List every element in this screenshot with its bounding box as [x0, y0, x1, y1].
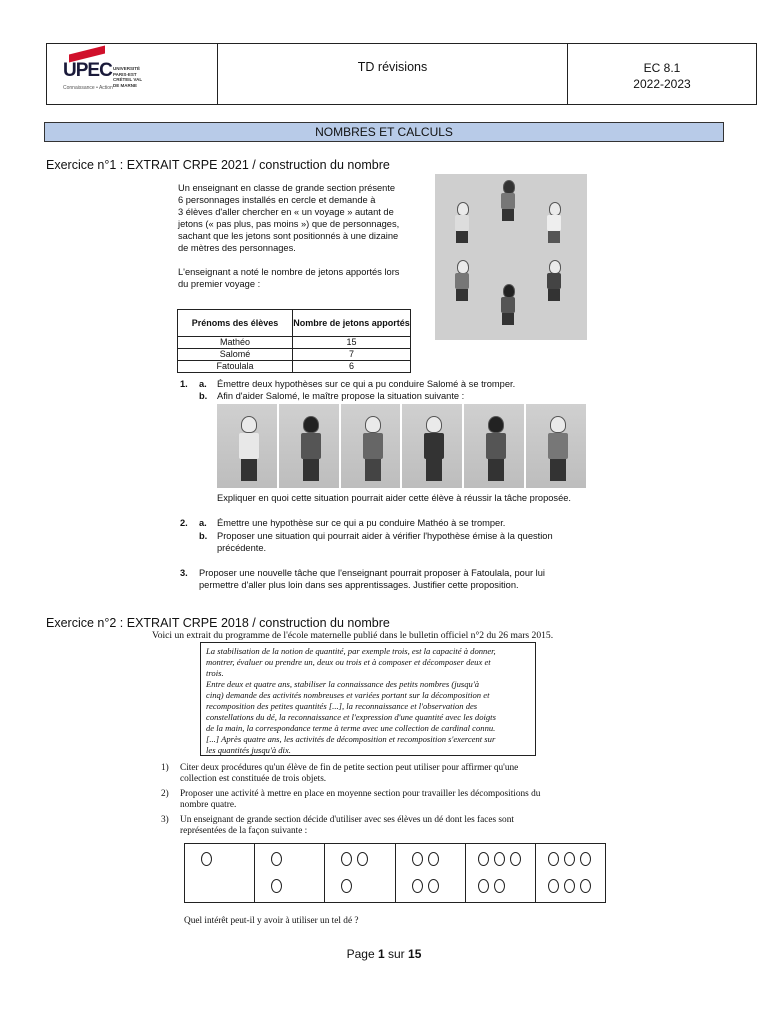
table-header: Nombre de jetons apportés: [293, 310, 411, 337]
text-line: du premier voyage :: [178, 279, 261, 289]
dice-faces-table: [184, 843, 606, 903]
question-text: précédente.: [217, 543, 267, 553]
figure-photo: [402, 404, 464, 488]
text-line: sachant que les jetons sont positionnés à une dizaine: [178, 231, 399, 241]
dot-icon: [341, 852, 352, 866]
question-text: Un enseignant de grande section décide d'utiliser avec ses élèves un dé dont les faces sont: [180, 815, 514, 825]
figure-photo: [526, 404, 586, 488]
quote-line: constellations du dé, la reconnaissance et l'expression d'une quantité avec les doigts: [206, 712, 496, 722]
question-number: 1.: [180, 379, 188, 389]
table-row: [178, 349, 411, 361]
dot-icon: [412, 879, 423, 893]
die-face-4: [396, 844, 466, 902]
table-header: Prénoms des élèves: [178, 310, 293, 337]
figure-photo: [279, 404, 341, 488]
logo-text: UPEC: [63, 60, 112, 81]
question-text: Émettre une hypothèse sur ce qui a pu conduire Mathéo à se tromper.: [217, 518, 506, 528]
table-row: [178, 361, 411, 373]
die-face-3: [325, 844, 395, 902]
quote-line: les quantités jusqu'à dix.: [206, 745, 291, 755]
question-text: Citer deux procédures qu'un élève de fin de petite section peut utiliser pour affirmer qu'une: [180, 763, 519, 773]
die-face-1: [185, 844, 255, 902]
quote-line: La stabilisation de la notion de quantité, par exemple trois, est la capacité à donner,: [206, 646, 496, 656]
logo-tagline: Connaissance • Action: [63, 85, 113, 91]
course-info: [568, 44, 756, 104]
logo-university-name: UNIVERSITÉ PARIS-EST CRÉTEIL VAL DE MARNE: [113, 66, 143, 88]
page-current: 1: [377, 947, 385, 961]
document-header: [46, 43, 757, 105]
final-question: Quel intérêt peut-il y avoir à utiliser un tel dé ?: [184, 916, 359, 926]
dot-icon: [428, 852, 439, 866]
quote-line: montrer, évaluer ou prendre un, deux ou trois et à composer et décomposer deux et: [206, 657, 491, 667]
page-total: 15: [408, 947, 422, 961]
question-number: 3.: [180, 568, 188, 578]
text-line: L'enseignant a noté le nombre de jetons apportés lors: [178, 267, 400, 277]
text-line: de mètres des personnages.: [178, 243, 296, 253]
footer-middle: sur: [384, 947, 409, 961]
question-label: a.: [199, 379, 207, 389]
table-header-row: [178, 310, 411, 337]
question-text: nombre quatre.: [180, 800, 237, 810]
dot-icon: [494, 852, 505, 866]
figure-photo: [217, 404, 279, 488]
question-number: 1): [161, 763, 169, 773]
exercise1-title: Exercice n°1 : EXTRAIT CRPE 2021 / construction du nombre: [46, 158, 390, 172]
question-text: Proposer une activité à mettre en place en moyenne section pour travailler les décompositions du: [180, 789, 541, 799]
question-text: Expliquer en quoi cette situation pourrait aider cette élève à réussir la tâche proposée.: [217, 493, 572, 503]
table-cell: Mathéo: [178, 337, 293, 349]
logo-cell: [47, 44, 218, 104]
quote-line: cinq) demande des activités nombreuses et variées portant sur la décomposition et: [206, 690, 490, 700]
text-line: jetons (« pas plus, pas moins ») que de personnages,: [178, 219, 400, 229]
dot-icon: [412, 852, 423, 866]
figure-photo: [464, 404, 526, 488]
table-cell: 15: [293, 337, 411, 349]
dot-icon: [271, 852, 282, 866]
document-title: TD révisions: [218, 44, 568, 104]
table-row: [178, 337, 411, 349]
page-footer: [0, 947, 768, 961]
question-text: collection est constituée de trois objets.: [180, 774, 327, 784]
question-text: Proposer une nouvelle tâche que l'enseignant pourrait proposer à Fatoulala, pour lui: [199, 568, 545, 578]
dot-icon: [510, 852, 521, 866]
question-number: 2.: [180, 518, 188, 528]
dot-icon: [201, 852, 212, 866]
dot-icon: [548, 879, 559, 893]
table-cell: Salomé: [178, 349, 293, 361]
question-text: Afin d'aider Salomé, le maître propose la situation suivante :: [217, 391, 465, 401]
dot-icon: [478, 879, 489, 893]
dot-icon: [271, 879, 282, 893]
dot-icon: [341, 879, 352, 893]
dot-icon: [494, 879, 505, 893]
dot-icon: [564, 879, 575, 893]
die-face-2: [255, 844, 325, 902]
dot-icon: [580, 852, 591, 866]
text-line: 6 personnages installés en cercle et demande à: [178, 195, 376, 205]
dot-icon: [428, 879, 439, 893]
dot-icon: [564, 852, 575, 866]
quote-line: trois.: [206, 668, 224, 678]
question-text: Proposer une situation qui pourrait aider à vérifier l'hypothèse émise à la question: [217, 531, 553, 541]
table-cell: Fatoulala: [178, 361, 293, 373]
figure-photo: [341, 404, 403, 488]
dot-icon: [357, 852, 368, 866]
program-quote: [200, 642, 536, 756]
academic-year: 2022-2023: [633, 77, 691, 91]
die-face-6: [536, 844, 605, 902]
question-text: permettre d'aller plus loin dans ses apprentissages. Justifier cette proposition.: [199, 580, 519, 590]
tokens-table: [177, 309, 411, 373]
exercise2-title: Exercice n°2 : EXTRAIT CRPE 2018 / construction du nombre: [46, 616, 390, 630]
dot-icon: [478, 852, 489, 866]
exercise1-intro: [178, 182, 418, 290]
quote-line: de la main, la correspondance terme à terme avec une collection de cardinal connu.: [206, 723, 496, 733]
table-cell: 7: [293, 349, 411, 361]
question-label: b.: [199, 531, 208, 541]
question-label: a.: [199, 518, 207, 528]
die-face-5: [466, 844, 536, 902]
figures-circle-photo: [435, 174, 587, 340]
quote-line: recomposition des petites quantités [...], la reconnaissance et l'observation des: [206, 701, 478, 711]
dot-icon: [580, 879, 591, 893]
section-title: NOMBRES ET CALCULS: [44, 122, 724, 142]
question-text: représentées de la façon suivante :: [180, 826, 308, 836]
text-line: Un enseignant en classe de grande section présente: [178, 183, 396, 193]
quote-line: Entre deux et quatre ans, stabiliser la connaissance des petits nombres (jusqu'à: [206, 679, 479, 689]
question-text: Émettre deux hypothèses sur ce qui a pu conduire Salomé à se tromper.: [217, 379, 516, 389]
course-code: EC 8.1: [643, 61, 681, 75]
table-cell: 6: [293, 361, 411, 373]
footer-prefix: Page: [346, 947, 378, 961]
quote-line: [...] Après quatre ans, les activités de décomposition et recomposition s'exercent sur: [206, 734, 496, 744]
figures-strip-photo: [217, 404, 586, 488]
exercise2-intro: Voici un extrait du programme de l'école maternelle publié dans le bulletin officiel n°2 du 26 mars 2015.: [152, 630, 554, 641]
question-label: b.: [199, 391, 208, 401]
dot-icon: [548, 852, 559, 866]
question-number: 3): [161, 815, 169, 825]
question-number: 2): [161, 789, 169, 799]
text-line: 3 élèves d'aller chercher en « un voyage » autant de: [178, 207, 394, 217]
